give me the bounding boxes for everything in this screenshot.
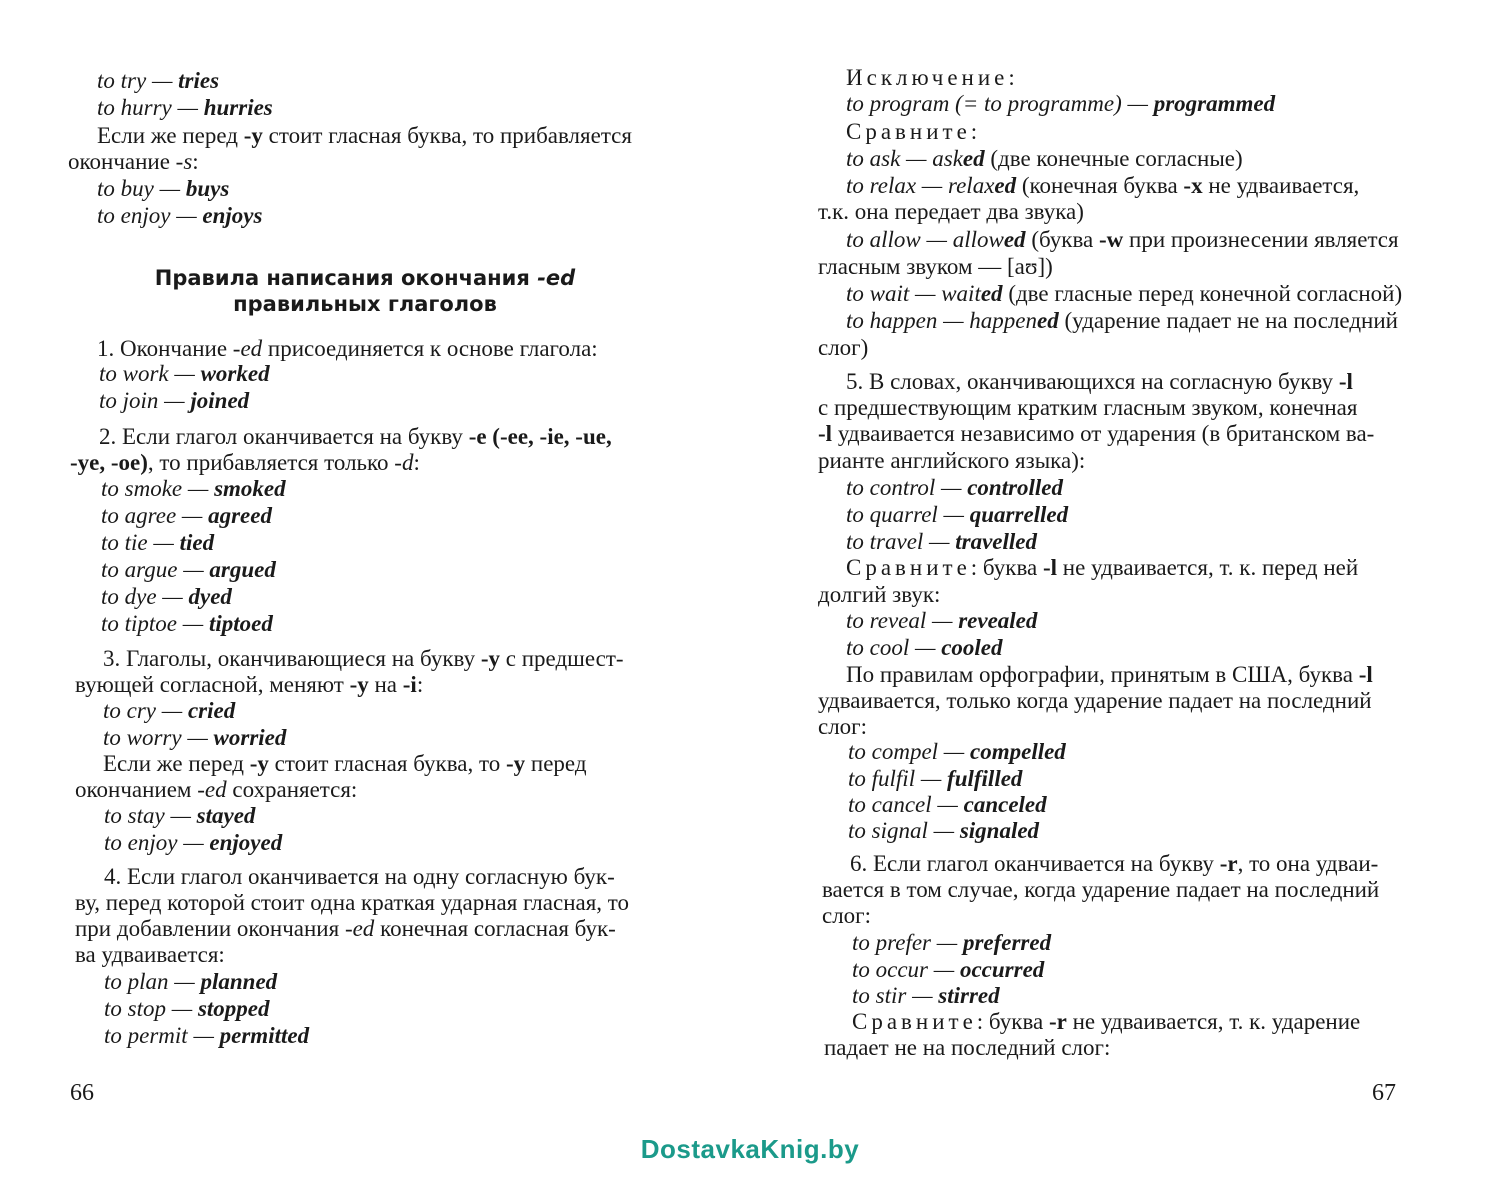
right-text-line: to relax — relaxed (конечная буква -х не удваивается, [846,173,1360,198]
verb-base: to control — [846,475,968,500]
verb-base: to permit — [104,1023,220,1048]
verb-base: to cry — [103,698,188,723]
verb-base: to signal — [848,818,960,843]
verb-form: fulfilled [947,766,1023,791]
verb-base: to plan — [104,969,201,994]
left-example-line [99,387,249,414]
left-example-line [99,360,270,387]
section-heading-line1: Правила написания окончания -ed [154,266,576,290]
verb-form: worried [213,725,287,750]
right-text-line: с предшествующим кратким гласным звуком, конечная [818,395,1358,420]
verb-base: to reveal — [846,608,959,633]
right-text-line: Сравните: буква -l не удваивается, т. к. перед ней [846,555,1359,580]
right-text-line: Сравните: [846,119,982,144]
right-text-line: вается в том случае, когда ударение падает на последний [822,877,1380,902]
right-text-line: гласным звуком — [aʊ]) [818,254,1053,279]
left-text-line: окончание -s: [68,149,199,174]
left-example-line [101,529,214,556]
right-text-line: to allow — allowed (буква -w при произнесении является [846,227,1399,252]
right-example-line [846,90,1275,117]
left-example-line [104,1022,309,1049]
right-text-line: падает не на последний слог: [824,1035,1111,1060]
left-example-line [101,556,276,583]
verb-form: buys [185,176,230,201]
right-example-line [848,765,1022,792]
right-text-line: to wait — waited (две гласные перед конечной согласной) [846,281,1403,306]
right-text-line: 5. В словах, оканчивающихся на согласную букву -l [846,369,1353,394]
right-example-line [846,607,1037,634]
verb-base: to join — [99,388,191,413]
verb-base: to quarrel — [846,502,970,527]
right-text-line: Сравните: буква -r не удваивается, т. к. ударение [852,1009,1361,1034]
verb-form: programmed [1153,91,1276,116]
right-text-line: т.к. она передает два звука) [818,199,1084,224]
verb-base: to buy — [97,176,186,201]
right-text-line: рианте английского языка): [818,448,1086,473]
verb-base: to argue — [101,557,210,582]
verb-base: to worry — [103,725,214,750]
right-text-line: По правилам орфографии, принятым в США, буква -l [846,662,1373,687]
verb-base: to program (= to programme) — [846,91,1154,116]
right-page [750,0,1500,1183]
left-text-line: Если же перед -у стоит гласная буква, то -у перед [103,751,587,776]
left-example-line [97,94,273,121]
left-example-line [104,995,270,1022]
verb-base: to stir — [852,983,939,1008]
right-text-line: -l удваивается независимо от ударения (в британском ва- [818,421,1375,446]
verb-base: to cancel — [848,792,964,817]
left-example-line [101,475,286,502]
section-heading [0,265,730,317]
verb-form: hurries [203,95,273,120]
right-text-line: слог) [818,335,869,360]
right-text-line: слог: [818,714,868,739]
left-text-line: 4. Если глагол оканчивается на одну согласную бук- [104,864,615,889]
verb-base: to hurry — [97,95,204,120]
verb-form: compelled [970,739,1066,764]
verb-base: to tie — [101,530,180,555]
left-example-line [104,968,277,995]
left-example-line [101,502,272,529]
verb-base: to enjoy — [104,830,210,855]
right-example-line [848,738,1066,765]
left-text-line: 2. Если глагол оканчивается на букву -е (-ее, -ie, -ue, [99,424,612,449]
verb-form: argued [209,557,276,582]
left-text-line: ва удваивается: [75,942,225,967]
right-text-line: to happen — happened (ударение падает не на последний [846,308,1398,333]
right-example-line [846,528,1037,555]
left-example-line [104,829,282,856]
verb-base: to enjoy — [97,203,203,228]
verb-base: to dye — [101,584,189,609]
verb-form: smoked [214,476,286,501]
verb-form: enjoyed [209,830,283,855]
right-text-line: удваивается, только когда ударение падает на последний [818,688,1372,713]
left-example-line [101,610,273,637]
verb-form: worked [200,361,270,386]
verb-form: stirred [938,983,1000,1008]
left-example-line [103,724,286,751]
right-text-line: 6. Если глагол оканчивается на букву -r, то она удваи- [850,851,1379,876]
verb-base: to stop — [104,996,198,1021]
verb-form: preferred [962,930,1052,955]
page-number-left: 66 [70,1080,94,1106]
verb-form: stayed [196,803,256,828]
verb-form: travelled [955,529,1037,554]
left-example-line [97,202,262,229]
right-text-line: Исключение: [846,65,1019,90]
right-example-line [846,501,1068,528]
left-text-line: окончанием -ed сохраняется: [75,777,358,802]
right-text-line: слог: [822,903,872,928]
left-example-line [101,583,232,610]
verb-base: to prefer — [852,930,963,955]
left-example-line [97,67,219,94]
ed-suffix: -ed [537,266,576,290]
right-example-line [852,956,1044,983]
left-text-line: 3. Глаголы, оканчивающиеся на букву -у с предшест- [103,646,624,671]
verb-form: canceled [963,792,1047,817]
verb-form: permitted [219,1023,310,1048]
verb-form: signaled [959,818,1040,843]
verb-base: to work — [99,361,201,386]
verb-base: to occur — [852,957,960,982]
right-text-line: долгий звук: [818,582,941,607]
right-example-line [848,817,1039,844]
verb-form: quarrelled [969,502,1069,527]
left-example-line [104,802,255,829]
verb-form: planned [200,969,278,994]
verb-base: to cool — [846,635,942,660]
left-example-line [97,175,229,202]
left-text-line: при добавлении окончания -ed конечная согласная бук- [75,916,616,941]
verb-base: to agree — [101,503,209,528]
verb-form: tiptoed [208,611,273,636]
verb-form: agreed [208,503,272,528]
verb-form: tied [179,530,215,555]
verb-base: to smoke — [101,476,215,501]
left-example-line [103,697,235,724]
verb-form: cooled [941,635,1003,660]
verb-form: enjoys [202,203,263,228]
right-example-line [846,634,1003,661]
verb-form: revealed [958,608,1038,633]
verb-form: tries [178,68,220,93]
verb-base: to travel — [846,529,956,554]
left-text-line: -ye, -ое), то прибавляется только -d: [70,450,420,475]
left-text-line: вующей согласной, меняют -у на -i: [75,672,424,697]
left-text-line: Если же перед -у стоит гласная буква, то прибавляется [97,123,632,148]
left-text-line: ву, перед которой стоит одна краткая ударная гласная, то [75,890,630,915]
page-number-right: 67 [1372,1080,1396,1106]
verb-form: joined [190,388,250,413]
verb-base: to fulfil — [848,766,948,791]
verb-base: to stay — [104,803,197,828]
right-example-line [852,982,1000,1009]
right-example-line [852,929,1051,956]
verb-base: to compel — [848,739,971,764]
site-watermark: DostavkaKnig.by [640,1134,860,1164]
verb-form: occurred [959,957,1045,982]
right-text-line: to ask — asked (две конечные согласные) [846,146,1243,171]
right-example-line [848,791,1047,818]
left-text-line: 1. Окончание -ed присоединяется к основе глагола: [97,336,598,361]
verb-form: stopped [197,996,270,1021]
section-heading-line2: правильных глаголов [233,292,497,316]
verb-form: controlled [967,475,1064,500]
verb-base: to try — [97,68,179,93]
right-example-line [846,474,1063,501]
verb-base: to tiptoe — [101,611,209,636]
verb-form: dyed [188,584,232,609]
verb-form: cried [187,698,236,723]
